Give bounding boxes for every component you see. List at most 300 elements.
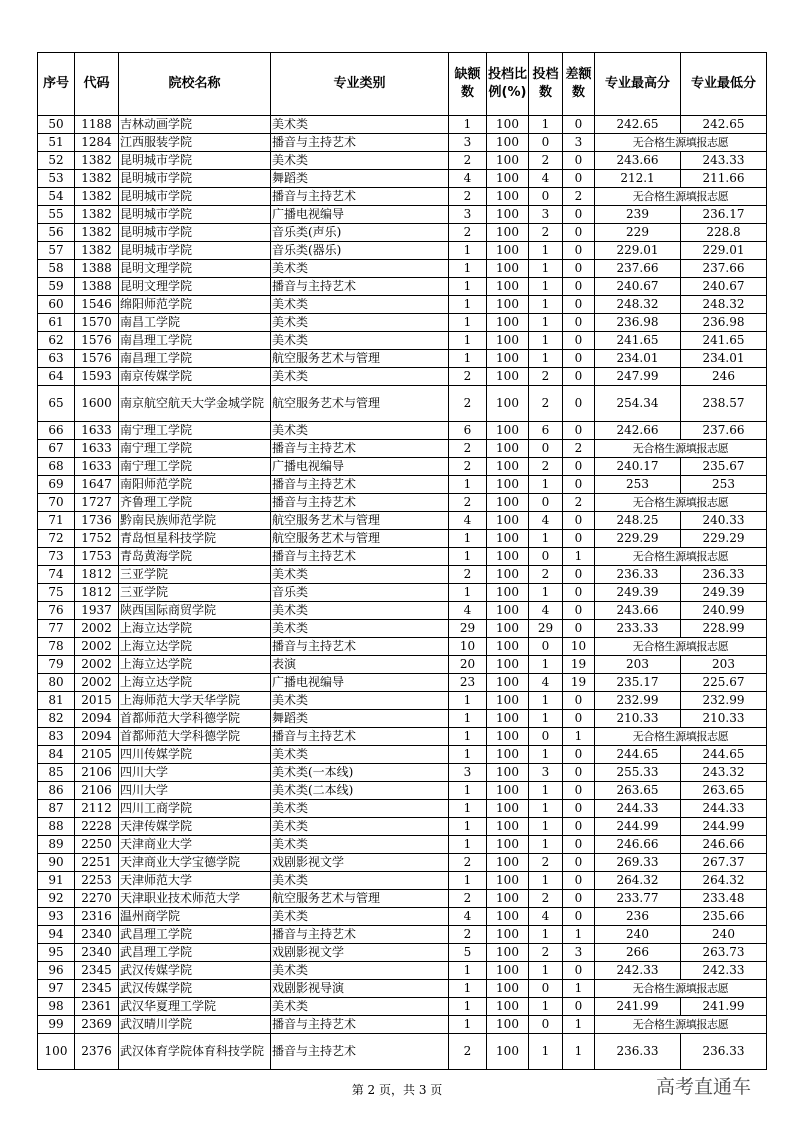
ratio-cell: 100 — [487, 602, 529, 620]
min-score-cell: 240.67 — [681, 278, 767, 296]
min-score-cell: 235.67 — [681, 458, 767, 476]
code-cell: 1382 — [75, 152, 119, 170]
min-score-cell: 240.33 — [681, 512, 767, 530]
major-cell: 航空服务艺术与管理 — [271, 386, 449, 422]
diff-cell: 0 — [563, 368, 595, 386]
ratio-cell: 100 — [487, 152, 529, 170]
vacancy-cell: 1 — [449, 278, 487, 296]
school-cell: 南昌理工学院 — [119, 332, 271, 350]
vacancy-cell: 2 — [449, 152, 487, 170]
max-score-cell: 无合格生源填报志愿 — [595, 440, 767, 458]
seq-cell: 61 — [38, 314, 75, 332]
max-score-cell: 212.1 — [595, 170, 681, 188]
ratio-cell: 100 — [487, 350, 529, 368]
vacancy-cell: 4 — [449, 170, 487, 188]
code-cell: 1812 — [75, 566, 119, 584]
max-score-cell: 无合格生源填报志愿 — [595, 134, 767, 152]
seq-cell: 81 — [38, 692, 75, 710]
major-cell: 播音与主持艺术 — [271, 278, 449, 296]
ratio-cell: 100 — [487, 836, 529, 854]
table-row — [38, 314, 767, 332]
code-cell: 1600 — [75, 386, 119, 422]
code-cell: 2253 — [75, 872, 119, 890]
table-row — [38, 350, 767, 368]
school-cell: 陕西国际商贸学院 — [119, 602, 271, 620]
ratio-cell: 100 — [487, 854, 529, 872]
watermark-text: 高考直通车 — [656, 1076, 752, 1098]
seq-cell: 92 — [38, 890, 75, 908]
ratio-cell: 100 — [487, 656, 529, 674]
max-score-cell: 236.33 — [595, 1034, 681, 1070]
admitted-cell: 1 — [529, 260, 563, 278]
vacancy-cell: 1 — [449, 584, 487, 602]
table-row — [38, 620, 767, 638]
ratio-cell: 100 — [487, 710, 529, 728]
major-cell: 美术类 — [271, 800, 449, 818]
diff-cell: 0 — [563, 692, 595, 710]
code-cell: 1382 — [75, 206, 119, 224]
table-body — [38, 116, 767, 1070]
admitted-cell: 4 — [529, 512, 563, 530]
diff-cell: 0 — [563, 908, 595, 926]
seq-cell: 60 — [38, 296, 75, 314]
table-row — [38, 458, 767, 476]
max-score-cell: 236 — [595, 908, 681, 926]
admitted-cell: 0 — [529, 548, 563, 566]
school-cell: 武汉传媒学院 — [119, 980, 271, 998]
vacancy-cell: 2 — [449, 368, 487, 386]
vacancy-cell: 1 — [449, 548, 487, 566]
max-score-cell: 269.33 — [595, 854, 681, 872]
seq-cell: 50 — [38, 116, 75, 134]
admitted-cell: 1 — [529, 836, 563, 854]
diff-cell: 0 — [563, 152, 595, 170]
school-cell: 武汉晴川学院 — [119, 1016, 271, 1034]
vacancy-cell: 4 — [449, 512, 487, 530]
school-cell: 天津职业技术师范大学 — [119, 890, 271, 908]
major-cell: 戏剧影视文学 — [271, 944, 449, 962]
admitted-cell: 2 — [529, 566, 563, 584]
diff-cell: 0 — [563, 962, 595, 980]
admitted-cell: 2 — [529, 944, 563, 962]
min-score-cell: 236.33 — [681, 1034, 767, 1070]
vacancy-cell: 2 — [449, 926, 487, 944]
max-score-cell: 235.17 — [595, 674, 681, 692]
code-cell: 2340 — [75, 926, 119, 944]
max-score-cell: 244.99 — [595, 818, 681, 836]
vacancy-cell: 2 — [449, 566, 487, 584]
max-score-cell: 242.65 — [595, 116, 681, 134]
school-cell: 上海立达学院 — [119, 638, 271, 656]
school-cell: 南宁理工学院 — [119, 458, 271, 476]
school-cell: 四川大学 — [119, 782, 271, 800]
admitted-cell: 4 — [529, 170, 563, 188]
admitted-cell: 1 — [529, 926, 563, 944]
max-score-cell: 246.66 — [595, 836, 681, 854]
ratio-cell: 100 — [487, 278, 529, 296]
table-row — [38, 890, 767, 908]
ratio-cell: 100 — [487, 188, 529, 206]
code-cell: 1753 — [75, 548, 119, 566]
admitted-cell: 0 — [529, 638, 563, 656]
admitted-cell: 1 — [529, 332, 563, 350]
min-score-cell: 236.17 — [681, 206, 767, 224]
ratio-cell: 100 — [487, 782, 529, 800]
vacancy-cell: 3 — [449, 134, 487, 152]
vacancy-cell: 1 — [449, 350, 487, 368]
table-row — [38, 836, 767, 854]
school-cell: 上海师范大学天华学院 — [119, 692, 271, 710]
code-cell: 1382 — [75, 242, 119, 260]
vacancy-cell: 3 — [449, 206, 487, 224]
major-cell: 美术类 — [271, 314, 449, 332]
max-score-cell: 248.32 — [595, 296, 681, 314]
code-cell: 1546 — [75, 296, 119, 314]
ratio-cell: 100 — [487, 134, 529, 152]
ratio-cell: 100 — [487, 116, 529, 134]
seq-cell: 56 — [38, 224, 75, 242]
school-cell: 绵阳师范学院 — [119, 296, 271, 314]
seq-cell: 75 — [38, 584, 75, 602]
max-score-cell: 242.33 — [595, 962, 681, 980]
seq-cell: 87 — [38, 800, 75, 818]
diff-cell: 1 — [563, 1016, 595, 1034]
seq-cell: 57 — [38, 242, 75, 260]
major-cell: 广播电视编导 — [271, 458, 449, 476]
table-row — [38, 440, 767, 458]
diff-cell: 0 — [563, 242, 595, 260]
vacancy-cell: 1 — [449, 836, 487, 854]
major-cell: 美术类 — [271, 998, 449, 1016]
min-score-cell: 238.57 — [681, 386, 767, 422]
code-cell: 1188 — [75, 116, 119, 134]
table-row — [38, 368, 767, 386]
min-score-cell: 229.01 — [681, 242, 767, 260]
min-score-cell: 237.66 — [681, 422, 767, 440]
major-cell: 美术类 — [271, 818, 449, 836]
seq-cell: 64 — [38, 368, 75, 386]
min-score-cell: 237.66 — [681, 260, 767, 278]
school-cell: 四川大学 — [119, 764, 271, 782]
admitted-cell: 1 — [529, 782, 563, 800]
major-cell: 播音与主持艺术 — [271, 548, 449, 566]
min-score-cell: 263.65 — [681, 782, 767, 800]
table-row — [38, 332, 767, 350]
ratio-cell: 100 — [487, 638, 529, 656]
max-score-cell: 无合格生源填报志愿 — [595, 728, 767, 746]
admitted-cell: 2 — [529, 854, 563, 872]
school-cell: 昆明城市学院 — [119, 170, 271, 188]
ratio-cell: 100 — [487, 206, 529, 224]
diff-cell: 0 — [563, 710, 595, 728]
table-row — [38, 692, 767, 710]
seq-cell: 66 — [38, 422, 75, 440]
ratio-cell: 100 — [487, 332, 529, 350]
seq-cell: 54 — [38, 188, 75, 206]
max-score-cell: 240 — [595, 926, 681, 944]
school-cell: 天津商业大学宝德学院 — [119, 854, 271, 872]
seq-cell: 59 — [38, 278, 75, 296]
diff-cell: 0 — [563, 746, 595, 764]
vacancy-cell: 2 — [449, 854, 487, 872]
major-cell: 播音与主持艺术 — [271, 638, 449, 656]
col-header: 缺额数 — [449, 53, 487, 116]
table-row — [38, 926, 767, 944]
diff-cell: 0 — [563, 530, 595, 548]
diff-cell: 0 — [563, 998, 595, 1016]
seq-cell: 80 — [38, 674, 75, 692]
code-cell: 2002 — [75, 656, 119, 674]
max-score-cell: 229.01 — [595, 242, 681, 260]
code-cell: 2002 — [75, 620, 119, 638]
diff-cell: 0 — [563, 800, 595, 818]
table-row — [38, 746, 767, 764]
min-score-cell: 248.32 — [681, 296, 767, 314]
diff-cell: 3 — [563, 134, 595, 152]
table-row — [38, 494, 767, 512]
table-row — [38, 656, 767, 674]
code-cell: 1382 — [75, 188, 119, 206]
vacancy-cell: 1 — [449, 782, 487, 800]
major-cell: 美术类 — [271, 872, 449, 890]
ratio-cell: 100 — [487, 494, 529, 512]
diff-cell: 1 — [563, 548, 595, 566]
table-row — [38, 512, 767, 530]
ratio-cell: 100 — [487, 980, 529, 998]
table-row — [38, 242, 767, 260]
ratio-cell: 100 — [487, 962, 529, 980]
min-score-cell: 244.33 — [681, 800, 767, 818]
ratio-cell: 100 — [487, 242, 529, 260]
major-cell: 戏剧影视文学 — [271, 854, 449, 872]
vacancy-cell: 1 — [449, 980, 487, 998]
seq-cell: 91 — [38, 872, 75, 890]
table-row — [38, 188, 767, 206]
major-cell: 美术类 — [271, 152, 449, 170]
major-cell: 音乐类(器乐) — [271, 242, 449, 260]
code-cell: 2015 — [75, 692, 119, 710]
seq-cell: 99 — [38, 1016, 75, 1034]
school-cell: 昆明文理学院 — [119, 278, 271, 296]
school-cell: 武昌理工学院 — [119, 926, 271, 944]
admitted-cell: 1 — [529, 584, 563, 602]
admitted-cell: 0 — [529, 494, 563, 512]
min-score-cell: 241.99 — [681, 998, 767, 1016]
seq-cell: 79 — [38, 656, 75, 674]
diff-cell: 0 — [563, 854, 595, 872]
major-cell: 音乐类 — [271, 584, 449, 602]
min-score-cell: 243.32 — [681, 764, 767, 782]
code-cell: 1382 — [75, 224, 119, 242]
seq-cell: 83 — [38, 728, 75, 746]
major-cell: 美术类(一本线) — [271, 764, 449, 782]
ratio-cell: 100 — [487, 512, 529, 530]
admitted-cell: 3 — [529, 764, 563, 782]
min-score-cell: 249.39 — [681, 584, 767, 602]
max-score-cell: 241.65 — [595, 332, 681, 350]
code-cell: 1633 — [75, 422, 119, 440]
vacancy-cell: 2 — [449, 224, 487, 242]
school-cell: 齐鲁理工学院 — [119, 494, 271, 512]
admitted-cell: 1 — [529, 116, 563, 134]
ratio-cell: 100 — [487, 728, 529, 746]
diff-cell: 0 — [563, 512, 595, 530]
admitted-cell: 1 — [529, 692, 563, 710]
admitted-cell: 1 — [529, 962, 563, 980]
table-row — [38, 548, 767, 566]
diff-cell: 1 — [563, 1034, 595, 1070]
major-cell: 舞蹈类 — [271, 170, 449, 188]
diff-cell: 0 — [563, 314, 595, 332]
admitted-cell: 1 — [529, 800, 563, 818]
school-cell: 吉林动画学院 — [119, 116, 271, 134]
diff-cell: 0 — [563, 296, 595, 314]
table-row — [38, 908, 767, 926]
admitted-cell: 1 — [529, 314, 563, 332]
diff-cell: 0 — [563, 836, 595, 854]
seq-cell: 96 — [38, 962, 75, 980]
ratio-cell: 100 — [487, 170, 529, 188]
ratio-cell: 100 — [487, 908, 529, 926]
vacancy-cell: 1 — [449, 728, 487, 746]
diff-cell: 0 — [563, 260, 595, 278]
code-cell: 2002 — [75, 674, 119, 692]
seq-cell: 93 — [38, 908, 75, 926]
col-header: 专业最低分 — [681, 53, 767, 116]
admitted-cell: 1 — [529, 296, 563, 314]
max-score-cell: 236.98 — [595, 314, 681, 332]
vacancy-cell: 20 — [449, 656, 487, 674]
ratio-cell: 100 — [487, 566, 529, 584]
vacancy-cell: 1 — [449, 962, 487, 980]
max-score-cell: 239 — [595, 206, 681, 224]
table-row — [38, 206, 767, 224]
major-cell: 航空服务艺术与管理 — [271, 530, 449, 548]
code-cell: 2270 — [75, 890, 119, 908]
code-cell: 2251 — [75, 854, 119, 872]
ratio-cell: 100 — [487, 548, 529, 566]
vacancy-cell: 4 — [449, 908, 487, 926]
admitted-cell: 2 — [529, 386, 563, 422]
max-score-cell: 247.99 — [595, 368, 681, 386]
school-cell: 江西服装学院 — [119, 134, 271, 152]
major-cell: 播音与主持艺术 — [271, 728, 449, 746]
major-cell: 航空服务艺术与管理 — [271, 890, 449, 908]
ratio-cell: 100 — [487, 818, 529, 836]
seq-cell: 62 — [38, 332, 75, 350]
max-score-cell: 240.17 — [595, 458, 681, 476]
school-cell: 武昌理工学院 — [119, 944, 271, 962]
major-cell: 美术类 — [271, 692, 449, 710]
school-cell: 南阳师范学院 — [119, 476, 271, 494]
ratio-cell: 100 — [487, 800, 529, 818]
code-cell: 2105 — [75, 746, 119, 764]
diff-cell: 0 — [563, 620, 595, 638]
school-cell: 上海立达学院 — [119, 656, 271, 674]
max-score-cell: 255.33 — [595, 764, 681, 782]
diff-cell: 0 — [563, 116, 595, 134]
code-cell: 2376 — [75, 1034, 119, 1070]
min-score-cell: 235.66 — [681, 908, 767, 926]
diff-cell: 10 — [563, 638, 595, 656]
min-score-cell: 267.37 — [681, 854, 767, 872]
seq-cell: 70 — [38, 494, 75, 512]
code-cell: 1633 — [75, 440, 119, 458]
seq-cell: 82 — [38, 710, 75, 728]
table-row — [38, 944, 767, 962]
table-row — [38, 422, 767, 440]
school-cell: 南昌理工学院 — [119, 350, 271, 368]
seq-cell: 76 — [38, 602, 75, 620]
min-score-cell: 243.33 — [681, 152, 767, 170]
min-score-cell: 244.65 — [681, 746, 767, 764]
ratio-cell: 100 — [487, 674, 529, 692]
col-header: 序号 — [38, 53, 75, 116]
vacancy-cell: 1 — [449, 332, 487, 350]
diff-cell: 0 — [563, 350, 595, 368]
admitted-cell: 1 — [529, 242, 563, 260]
diff-cell: 0 — [563, 278, 595, 296]
vacancy-cell: 1 — [449, 242, 487, 260]
seq-cell: 98 — [38, 998, 75, 1016]
major-cell: 美术类 — [271, 746, 449, 764]
admitted-cell: 4 — [529, 674, 563, 692]
seq-cell: 67 — [38, 440, 75, 458]
max-score-cell: 240.67 — [595, 278, 681, 296]
school-cell: 南宁理工学院 — [119, 422, 271, 440]
school-cell: 青岛黄海学院 — [119, 548, 271, 566]
col-header: 投档比例(%) — [487, 53, 529, 116]
max-score-cell: 无合格生源填报志愿 — [595, 1016, 767, 1034]
ratio-cell: 100 — [487, 224, 529, 242]
min-score-cell: 203 — [681, 656, 767, 674]
vacancy-cell: 1 — [449, 1016, 487, 1034]
code-cell: 2345 — [75, 962, 119, 980]
diff-cell: 19 — [563, 674, 595, 692]
ratio-cell: 100 — [487, 458, 529, 476]
vacancy-cell: 1 — [449, 872, 487, 890]
max-score-cell: 236.33 — [595, 566, 681, 584]
code-cell: 1812 — [75, 584, 119, 602]
school-cell: 天津商业大学 — [119, 836, 271, 854]
table-row — [38, 764, 767, 782]
vacancy-cell: 6 — [449, 422, 487, 440]
vacancy-cell: 2 — [449, 440, 487, 458]
admitted-cell: 1 — [529, 998, 563, 1016]
code-cell: 2361 — [75, 998, 119, 1016]
min-score-cell: 210.33 — [681, 710, 767, 728]
max-score-cell: 233.77 — [595, 890, 681, 908]
table-row — [38, 476, 767, 494]
diff-cell: 0 — [563, 386, 595, 422]
table-row — [38, 638, 767, 656]
school-cell: 青岛恒星科技学院 — [119, 530, 271, 548]
table-row — [38, 296, 767, 314]
seq-cell: 89 — [38, 836, 75, 854]
table-row — [38, 134, 767, 152]
vacancy-cell: 2 — [449, 494, 487, 512]
admitted-cell: 1 — [529, 530, 563, 548]
max-score-cell: 233.33 — [595, 620, 681, 638]
max-score-cell: 229.29 — [595, 530, 681, 548]
vacancy-cell: 29 — [449, 620, 487, 638]
major-cell: 美术类 — [271, 116, 449, 134]
ratio-cell: 100 — [487, 1034, 529, 1070]
code-cell: 2094 — [75, 710, 119, 728]
diff-cell: 0 — [563, 224, 595, 242]
admitted-cell: 1 — [529, 1034, 563, 1070]
table-row — [38, 584, 767, 602]
